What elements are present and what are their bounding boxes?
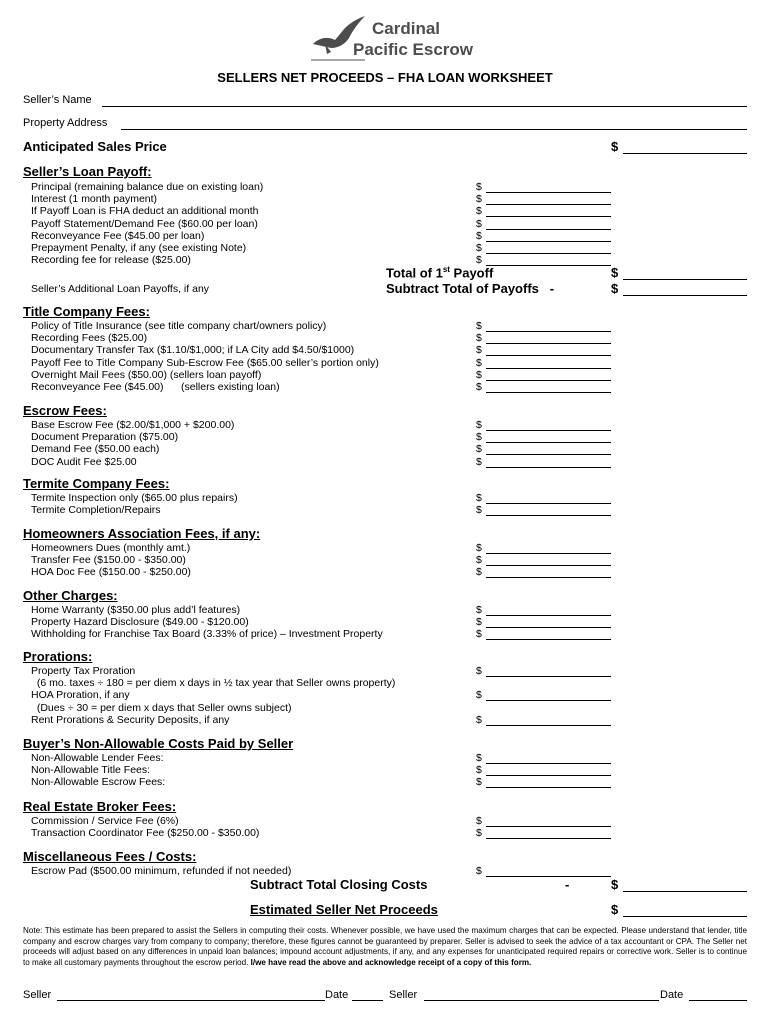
currency-symbol: $: [476, 368, 482, 381]
currency-symbol: $: [476, 344, 482, 357]
line-item-label: Recording fee for release ($25.00): [31, 254, 191, 267]
amount-field[interactable]: [486, 331, 611, 332]
disclaimer-note: [23, 926, 747, 968]
line-item-label: Interest (1 month payment): [31, 193, 158, 206]
currency-symbol: $: [611, 281, 619, 296]
currency-symbol: $: [476, 713, 482, 726]
line-item-label: HOA Proration, if any: [31, 689, 130, 702]
currency-symbol: $: [476, 865, 482, 877]
currency-symbol: $: [476, 320, 482, 332]
currency-symbol: $: [611, 265, 619, 280]
total-prefix: Total of 1: [386, 265, 443, 281]
line-item-label: Rent Prorations & Security Deposits, if any: [31, 713, 230, 726]
currency-symbol: $: [476, 242, 482, 254]
line-item-label: Base Escrow Fee ($2.00/$1,000 + $200.00): [31, 419, 235, 431]
line-item-label: Policy of Title Insurance (see title company chart/owners policy): [31, 320, 327, 332]
anticipated-sales-price-field[interactable]: [623, 153, 747, 154]
amount-field[interactable]: [486, 627, 611, 628]
amount-field[interactable]: [486, 392, 611, 393]
line-item-label: Demand Fee ($50.00 each): [31, 443, 160, 456]
currency-symbol: $: [476, 665, 482, 677]
subtract-closing-costs-field[interactable]: [623, 891, 747, 892]
amount-field[interactable]: [486, 553, 611, 554]
line-item-label: Homeowners Dues (monthly amt.): [31, 542, 191, 554]
currency-symbol: $: [476, 504, 482, 517]
total-first-payoff-label: [386, 265, 493, 280]
line-item-label: Principal (remaining balance due on existing loan): [31, 181, 264, 193]
page-title: SELLERS NET PROCEEDS – FHA LOAN WORKSHEET: [217, 70, 553, 85]
note-acknowledgement: I/we have read the above and acknowledge receipt of a copy of this form.: [250, 957, 532, 967]
currency-symbol: $: [476, 628, 482, 641]
sellers-name-field[interactable]: [102, 106, 747, 107]
line-item-label: Transaction Coordinator Fee ($250.00 - $350.00): [31, 827, 260, 840]
currency-symbol: $: [476, 419, 482, 431]
line-item-label: Home Warranty ($350.00 plus add’l features): [31, 604, 241, 616]
currency-symbol: $: [611, 877, 619, 892]
line-item-label: If Payoff Loan is FHA deduct an additional month: [31, 205, 259, 218]
amount-field[interactable]: [486, 216, 611, 217]
note-text: Note: This estimate has been prepared to assist the Sellers in computing their costs. Whenever possible, we have used the maximum charges that can be expected. Please understand that lender, title company and escrow charges vary from company to company; therefore, these figures cannot be guaranteed by preparer. Seller is advised to seek the advice of a tax accountant or CPA. The Seller net proceeds will adjust based on any differences in unpaid loan balances; impound account adjustments, if any, and any expenses for unanticipated required repairs or corrective work. Seller is to continue to make all customary payments throughout the escrow period.: [23, 926, 747, 967]
currency-symbol: $: [476, 554, 482, 567]
seller-signature-field-1[interactable]: [57, 1000, 325, 1001]
amount-field[interactable]: [486, 265, 611, 266]
currency-symbol: $: [476, 752, 482, 764]
amount-field[interactable]: [486, 380, 611, 381]
currency-symbol: $: [476, 764, 482, 777]
currency-symbol: $: [476, 205, 482, 218]
subtract-payoffs-field[interactable]: [623, 295, 747, 296]
line-item-label: (6 mo. taxes ÷ 180 = per diem x days in ½ tax year that Seller owns property): [31, 677, 396, 690]
minus-sign: -: [565, 877, 570, 892]
amount-field[interactable]: [486, 454, 611, 455]
section-heading-non-allowable: Buyer’s Non-Allowable Costs Paid by Seller: [23, 736, 294, 751]
line-item-label: Recording Fees ($25.00): [31, 332, 148, 345]
section-heading-title-company: Title Company Fees:: [23, 304, 150, 319]
currency-symbol: $: [476, 381, 482, 393]
amount-field[interactable]: [486, 775, 611, 776]
subtract-payoffs-label: Subtract Total of Payoffs -: [386, 281, 555, 296]
total-sup: st: [442, 265, 450, 274]
amount-field[interactable]: [486, 253, 611, 254]
line-item-label: Termite Inspection only ($65.00 plus repairs): [31, 492, 238, 504]
amount-field[interactable]: [486, 838, 611, 839]
currency-symbol: $: [476, 217, 482, 230]
section-heading-broker: Real Estate Broker Fees:: [23, 799, 177, 814]
amount-field[interactable]: [486, 700, 611, 701]
currency-symbol: $: [476, 616, 482, 629]
amount-field[interactable]: [486, 676, 611, 677]
amount-field[interactable]: [486, 355, 611, 356]
line-item-label: (Dues ÷ 30 = per diem x days that Seller owns subject): [31, 701, 292, 714]
amount-field[interactable]: [486, 763, 611, 764]
line-item-label: Reconveyance Fee ($45.00) (sellers existing loan): [31, 381, 280, 393]
net-proceeds-field[interactable]: [623, 916, 747, 917]
line-item-label: Property Tax Proration: [31, 665, 136, 677]
line-item-label: Overnight Mail Fees ($50.00) (sellers loan payoff): [31, 368, 262, 381]
amount-field[interactable]: [486, 192, 611, 193]
total-suffix: Payoff: [449, 265, 494, 281]
property-address-field[interactable]: [121, 129, 747, 130]
section-heading-prorations: Prorations:: [23, 649, 93, 664]
amount-field[interactable]: [486, 515, 611, 516]
currency-symbol: $: [476, 455, 482, 468]
line-item-label: Commission / Service Fee (6%): [31, 815, 179, 827]
currency-symbol: $: [476, 776, 482, 789]
currency-symbol: $: [476, 542, 482, 554]
amount-field[interactable]: [486, 565, 611, 566]
line-item-label: Payoff Fee to Title Company Sub-Escrow Fee ($65.00 seller’s portion only): [31, 356, 379, 369]
currency-symbol: $: [611, 139, 619, 154]
amount-field[interactable]: [486, 442, 611, 443]
line-item-label: Document Preparation ($75.00): [31, 431, 179, 444]
currency-symbol: $: [476, 566, 482, 579]
section-heading-other: Other Charges:: [23, 588, 118, 603]
amount-field[interactable]: [486, 787, 611, 788]
date-field-1[interactable]: [352, 1000, 383, 1001]
line-item-label: Non-Allowable Lender Fees:: [31, 752, 164, 764]
logo: [305, 14, 474, 64]
currency-symbol: $: [476, 443, 482, 456]
line-item-label: Transfer Fee ($150.00 - $350.00): [31, 554, 186, 567]
amount-field[interactable]: [486, 615, 611, 616]
line-item-label: Non-Allowable Escrow Fees:: [31, 776, 166, 789]
sellers-name-label: Seller’s Name: [23, 94, 92, 106]
amount-field[interactable]: [486, 467, 611, 468]
line-item-label: Escrow Pad ($500.00 minimum, refunded if not needed): [31, 865, 292, 877]
section-heading-hoa: Homeowners Association Fees, if any:: [23, 526, 261, 541]
amount-field[interactable]: [486, 430, 611, 431]
currency-symbol: $: [476, 815, 482, 827]
line-item-label: Property Hazard Disclosure ($49.00 - $120.00): [31, 616, 249, 629]
amount-field[interactable]: [486, 826, 611, 827]
line-item-label: DOC Audit Fee $25.00: [31, 455, 137, 468]
net-proceeds-label: Estimated Seller Net Proceeds: [250, 902, 438, 917]
line-item-label: Documentary Transfer Tax ($1.10/$1,000; if LA City add $4.50/$1000): [31, 344, 355, 357]
line-item-label: Reconveyance Fee ($45.00 per loan): [31, 229, 205, 242]
logo-line-2: Pacific Escrow: [353, 40, 474, 59]
property-address-label: Property Address: [23, 117, 108, 129]
amount-field[interactable]: [486, 343, 611, 344]
total-first-payoff-field[interactable]: [623, 279, 747, 280]
currency-symbol: $: [476, 604, 482, 616]
seller-signature-field-2[interactable]: [424, 1000, 659, 1001]
line-item-label: Payoff Statement/Demand Fee ($60.00 per loan): [31, 217, 258, 230]
line-item-label: Withholding for Franchise Tax Board (3.33% of price) – Investment Property: [31, 628, 383, 641]
date-label-2: Date: [660, 989, 684, 1001]
section-heading-misc: Miscellaneous Fees / Costs:: [23, 849, 197, 864]
amount-field[interactable]: [486, 368, 611, 369]
amount-field[interactable]: [486, 503, 611, 504]
currency-symbol: $: [476, 193, 482, 206]
subtract-closing-costs-label: Subtract Total Closing Costs: [250, 877, 428, 892]
amount-field[interactable]: [486, 204, 611, 205]
amount-field[interactable]: [486, 725, 611, 726]
logo-line-1: Cardinal: [372, 19, 441, 38]
amount-field[interactable]: [486, 229, 611, 230]
currency-symbol: $: [476, 181, 482, 193]
section-heading-escrow: Escrow Fees:: [23, 403, 107, 418]
currency-symbol: $: [476, 431, 482, 444]
currency-symbol: $: [476, 689, 482, 702]
currency-symbol: $: [611, 902, 619, 917]
line-item-label: Prepayment Penalty, if any (see existing Note): [31, 242, 247, 254]
amount-field[interactable]: [486, 577, 611, 578]
currency-symbol: $: [476, 492, 482, 504]
currency-symbol: $: [476, 827, 482, 840]
amount-field[interactable]: [486, 876, 611, 877]
section-heading-loan-payoff: Seller’s Loan Payoff:: [23, 164, 152, 179]
date-label-1: Date: [325, 989, 349, 1001]
amount-field[interactable]: [486, 241, 611, 242]
anticipated-sales-price-label: Anticipated Sales Price: [23, 139, 167, 154]
currency-symbol: $: [476, 332, 482, 345]
line-item-label: Non-Allowable Title Fees:: [31, 764, 151, 777]
section-heading-termite: Termite Company Fees:: [23, 476, 170, 491]
seller-signature-label-1: Seller: [23, 989, 52, 1001]
line-item-label: HOA Doc Fee ($150.00 - $250.00): [31, 566, 191, 579]
currency-symbol: $: [476, 229, 482, 242]
amount-field[interactable]: [486, 639, 611, 640]
line-item-label: Termite Completion/Repairs: [31, 504, 161, 517]
date-field-2[interactable]: [689, 1000, 747, 1001]
currency-symbol: $: [476, 254, 482, 267]
additional-payoffs-label: Seller’s Additional Loan Payoffs, if any: [31, 283, 210, 295]
currency-symbol: $: [476, 356, 482, 369]
seller-signature-label-2: Seller: [389, 989, 418, 1001]
